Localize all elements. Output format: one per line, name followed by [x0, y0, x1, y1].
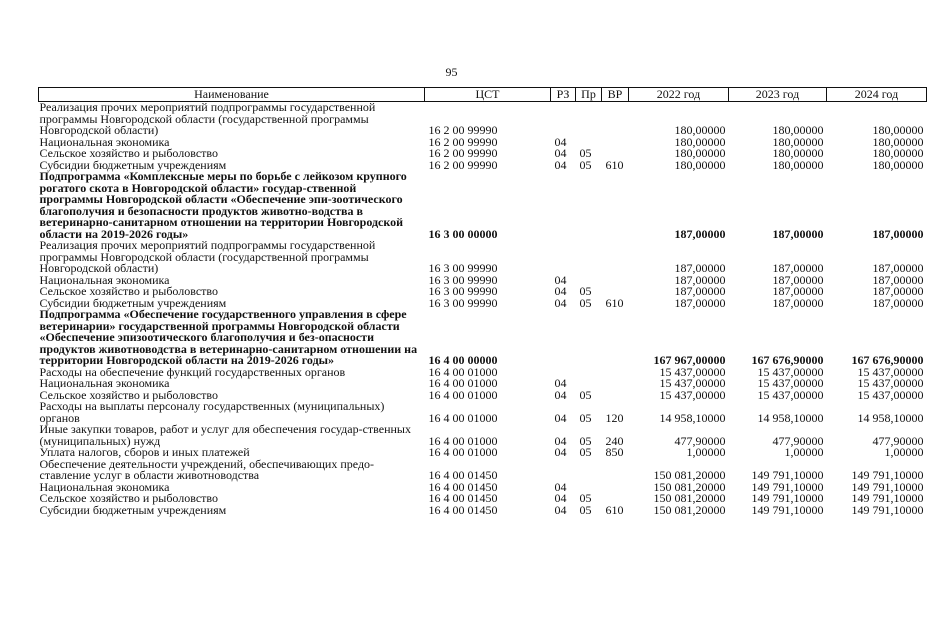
- header-name: Наименование: [39, 88, 425, 102]
- row-pr: [576, 102, 602, 137]
- row-pr: [576, 240, 602, 275]
- row-2024: 180,00000: [872, 146, 924, 160]
- row-name: Реализация прочих мероприятий подпрограммы государственной программы Новгородской области (государственной программы Новгородской области): [39, 100, 376, 137]
- row-rz: 04: [554, 410, 567, 425]
- row-2023: 180,00000: [772, 157, 824, 172]
- row-cst: 16 4 00 01000: [428, 445, 498, 459]
- row-2022: 187,00000: [674, 272, 726, 287]
- row-name: Субсидии бюджетным учреждениям: [39, 502, 227, 517]
- page-number: 95: [445, 65, 458, 79]
- row-2022: 1,00000: [686, 445, 726, 459]
- row-name: Национальная экономика: [39, 479, 170, 494]
- row-rz: 04: [554, 134, 567, 149]
- row-pr: [576, 367, 602, 379]
- row-2023: 15 437,00000: [757, 364, 824, 379]
- row-cst: 16 4 00 01000: [428, 410, 498, 425]
- row-cst: 16 3 00 99990: [428, 284, 498, 298]
- row-2022: 187,00000: [674, 284, 726, 298]
- row-name: Расходы на обеспечение функций государственных органов: [39, 364, 346, 379]
- row-2023: 477,90000: [772, 433, 824, 448]
- row-cst: 16 3 00 99990: [428, 261, 498, 275]
- row-vr: [602, 482, 629, 494]
- row-2024: 187,00000: [872, 261, 924, 275]
- row-2023: 149 791,10000: [751, 479, 824, 494]
- row-vr: [602, 390, 629, 402]
- row-rz: 04: [554, 479, 567, 494]
- table-row: [39, 102, 927, 137]
- row-rz: 04: [554, 433, 567, 448]
- row-cst: 16 4 00 01450: [428, 491, 498, 505]
- row-2022: 180,00000: [674, 123, 726, 137]
- row-name: Сельское хозяйство и рыболовство: [39, 146, 219, 160]
- row-pr: [576, 459, 602, 482]
- row-vr: [602, 137, 629, 149]
- row-name: Реализация прочих мероприятий подпрограммы государственной программы Новгородской области (государственной программы Новгородской области): [39, 238, 376, 275]
- row-2022: 150 081,20000: [653, 502, 726, 517]
- row-name: Подпрограмма «Комплексные меры по борьбе с лейкозом крупного рогатого скота в Новгородской области» государ-ственной программы Новгородской области «Обеспечение эпи-зоотического благополучия и безопасности продуктов животно-водства в ветеринарно-санитарном отношении на территории Новгородской области на 2019-2026 годы»: [39, 169, 407, 241]
- row-2022: 150 081,20000: [653, 468, 726, 482]
- row-name: Национальная экономика: [39, 376, 170, 390]
- row-2023: 14 958,10000: [757, 410, 824, 425]
- row-vr: [602, 367, 629, 379]
- header-2022: 2022 год: [629, 88, 729, 102]
- row-rz: 04: [554, 272, 567, 287]
- row-2022: 187,00000: [674, 226, 726, 241]
- row-2024: 149 791,10000: [851, 491, 924, 505]
- table-row: [39, 309, 927, 367]
- table-body: [39, 102, 927, 517]
- row-name: Уплата налогов, сборов и иных платежей: [39, 445, 250, 459]
- header-2023: 2023 год: [729, 88, 827, 102]
- row-rz: [551, 171, 576, 240]
- row-2022: 15 437,00000: [659, 387, 726, 402]
- row-2022: 15 437,00000: [659, 376, 726, 390]
- row-2023: 187,00000: [772, 226, 824, 241]
- row-rz: [551, 309, 576, 367]
- row-2024: 187,00000: [872, 295, 924, 310]
- row-rz: [551, 102, 576, 137]
- header-cst: ЦСТ: [425, 88, 551, 102]
- row-rz: 04: [554, 146, 567, 160]
- row-pr: 05: [579, 433, 592, 448]
- row-2024: 187,00000: [872, 226, 924, 241]
- row-2024: 477,90000: [872, 433, 924, 448]
- row-2022: 180,00000: [674, 157, 726, 172]
- row-cst: 16 4 00 01000: [428, 433, 498, 448]
- row-cst: 16 2 00 99990: [428, 123, 498, 137]
- row-pr: 05: [579, 410, 592, 425]
- row-vr: [602, 378, 629, 390]
- table-row: [39, 424, 927, 447]
- row-cst: 16 4 00 01000: [428, 387, 498, 402]
- row-cst: 16 2 00 99990: [428, 134, 498, 149]
- row-vr: [602, 459, 629, 482]
- row-vr: 610: [605, 502, 624, 517]
- row-pr: 05: [579, 445, 592, 459]
- row-name: Обеспечение деятельности учреждений, обеспечивающих предо-ставление услуг в области животноводства: [39, 456, 375, 482]
- row-cst: 16 3 00 99990: [428, 295, 498, 310]
- row-cst: 16 3 00 99990: [428, 272, 498, 287]
- row-name: Подпрограмма «Обеспечение государственного управления в сфере ветеринарии» государственной программы Новгородской области «Обеспечение эпизоотического благополучия и без-опасности продуктов животноводства в ветеринарно-санитарном отношении на территории Новгородской области на 2019-2026 годы»: [39, 307, 418, 367]
- row-rz: [551, 459, 576, 482]
- row-2023: 187,00000: [772, 284, 824, 298]
- row-2023: 167 676,90000: [751, 353, 824, 367]
- row-rz: 04: [554, 157, 567, 172]
- header-pr: Пр: [576, 88, 602, 102]
- table-row: [39, 505, 927, 517]
- row-2024: 15 437,00000: [857, 376, 924, 390]
- row-name: Иные закупки товаров, работ и услуг для обеспечения государ-ственных (муниципальных) нужд: [39, 422, 411, 448]
- row-2022: 14 958,10000: [659, 410, 726, 425]
- row-cst: 16 4 00 01000: [428, 364, 498, 379]
- row-vr: 610: [605, 157, 624, 172]
- row-vr: [602, 240, 629, 275]
- table-row: [39, 459, 927, 482]
- row-2024: 149 791,10000: [851, 502, 924, 517]
- row-pr: [576, 171, 602, 240]
- row-pr: 05: [579, 146, 592, 160]
- row-vr: 850: [605, 445, 624, 459]
- row-2024: 1,00000: [884, 445, 924, 459]
- table-row: [39, 240, 927, 275]
- row-rz: 04: [554, 491, 567, 505]
- row-2022: 187,00000: [674, 295, 726, 310]
- row-cst: 16 4 00 01450: [428, 479, 498, 494]
- row-2022: 150 081,20000: [653, 491, 726, 505]
- row-pr: [576, 309, 602, 367]
- row-2023: 149 791,10000: [751, 502, 824, 517]
- header-2024: 2024 год: [827, 88, 927, 102]
- row-2024: 149 791,10000: [851, 479, 924, 494]
- row-2024: 180,00000: [872, 123, 924, 137]
- row-vr: [602, 171, 629, 240]
- row-2023: 149 791,10000: [751, 468, 824, 482]
- row-cst: 16 2 00 99990: [428, 157, 498, 172]
- row-2022: 180,00000: [674, 146, 726, 160]
- header-rz: РЗ: [551, 88, 576, 102]
- row-name: Субсидии бюджетным учреждениям: [39, 295, 227, 310]
- row-2022: 187,00000: [674, 261, 726, 275]
- row-vr: 120: [605, 410, 624, 425]
- row-cst: 16 2 00 99990: [428, 146, 498, 160]
- row-name: Субсидии бюджетным учреждениям: [39, 157, 227, 172]
- row-2023: 180,00000: [772, 146, 824, 160]
- row-cst: 16 4 00 01000: [428, 376, 498, 390]
- row-pr: 05: [579, 502, 592, 517]
- row-2023: 187,00000: [772, 295, 824, 310]
- row-vr: [602, 102, 629, 137]
- row-vr: [602, 309, 629, 367]
- table-row: [39, 401, 927, 424]
- row-2024: 187,00000: [872, 284, 924, 298]
- row-2023: 180,00000: [772, 134, 824, 149]
- row-2024: 15 437,00000: [857, 387, 924, 402]
- row-rz: 04: [554, 387, 567, 402]
- row-rz: 04: [554, 376, 567, 390]
- row-pr: 05: [579, 157, 592, 172]
- row-2022: 180,00000: [674, 134, 726, 149]
- row-2024: 167 676,90000: [851, 353, 924, 367]
- row-vr: 610: [605, 295, 624, 310]
- row-rz: 04: [554, 445, 567, 459]
- row-2023: 15 437,00000: [757, 376, 824, 390]
- row-rz: [551, 240, 576, 275]
- budget-table: [38, 87, 927, 516]
- row-pr: 05: [579, 387, 592, 402]
- row-name: Национальная экономика: [39, 134, 170, 149]
- row-2024: 149 791,10000: [851, 468, 924, 482]
- header-vr: ВР: [602, 88, 629, 102]
- row-name: Сельское хозяйство и рыболовство: [39, 387, 219, 402]
- table-row: [39, 171, 927, 240]
- row-2024: 14 958,10000: [857, 410, 924, 425]
- row-vr: [602, 275, 629, 287]
- row-cst: 16 4 00 01450: [428, 502, 498, 517]
- row-rz: 04: [554, 502, 567, 517]
- row-2023: 187,00000: [772, 261, 824, 275]
- row-rz: 04: [554, 284, 567, 298]
- row-name: Сельское хозяйство и рыболовство: [39, 491, 219, 505]
- row-2024: 180,00000: [872, 134, 924, 149]
- row-2023: 180,00000: [772, 123, 824, 137]
- row-2023: 187,00000: [772, 272, 824, 287]
- row-2022: 150 081,20000: [653, 479, 726, 494]
- row-2023: 1,00000: [784, 445, 824, 459]
- row-2024: 187,00000: [872, 272, 924, 287]
- row-name: Сельское хозяйство и рыболовство: [39, 284, 219, 298]
- row-2022: 15 437,00000: [659, 364, 726, 379]
- row-cst: 16 3 00 00000: [428, 226, 498, 241]
- row-pr: 05: [579, 295, 592, 310]
- row-2023: 15 437,00000: [757, 387, 824, 402]
- row-2023: 149 791,10000: [751, 491, 824, 505]
- row-2024: 180,00000: [872, 157, 924, 172]
- row-name: Национальная экономика: [39, 272, 170, 287]
- row-cst: 16 4 00 00000: [428, 353, 498, 367]
- row-pr: 05: [579, 284, 592, 298]
- row-vr: 240: [605, 433, 624, 448]
- row-2022: 167 967,00000: [653, 353, 726, 367]
- row-pr: 05: [579, 491, 592, 505]
- row-2024: 15 437,00000: [857, 364, 924, 379]
- row-name: Расходы на выплаты персоналу государственных (муниципальных) органов: [39, 399, 385, 425]
- row-cst: 16 4 00 01450: [428, 468, 498, 482]
- row-rz: 04: [554, 295, 567, 310]
- row-2022: 477,90000: [674, 433, 726, 448]
